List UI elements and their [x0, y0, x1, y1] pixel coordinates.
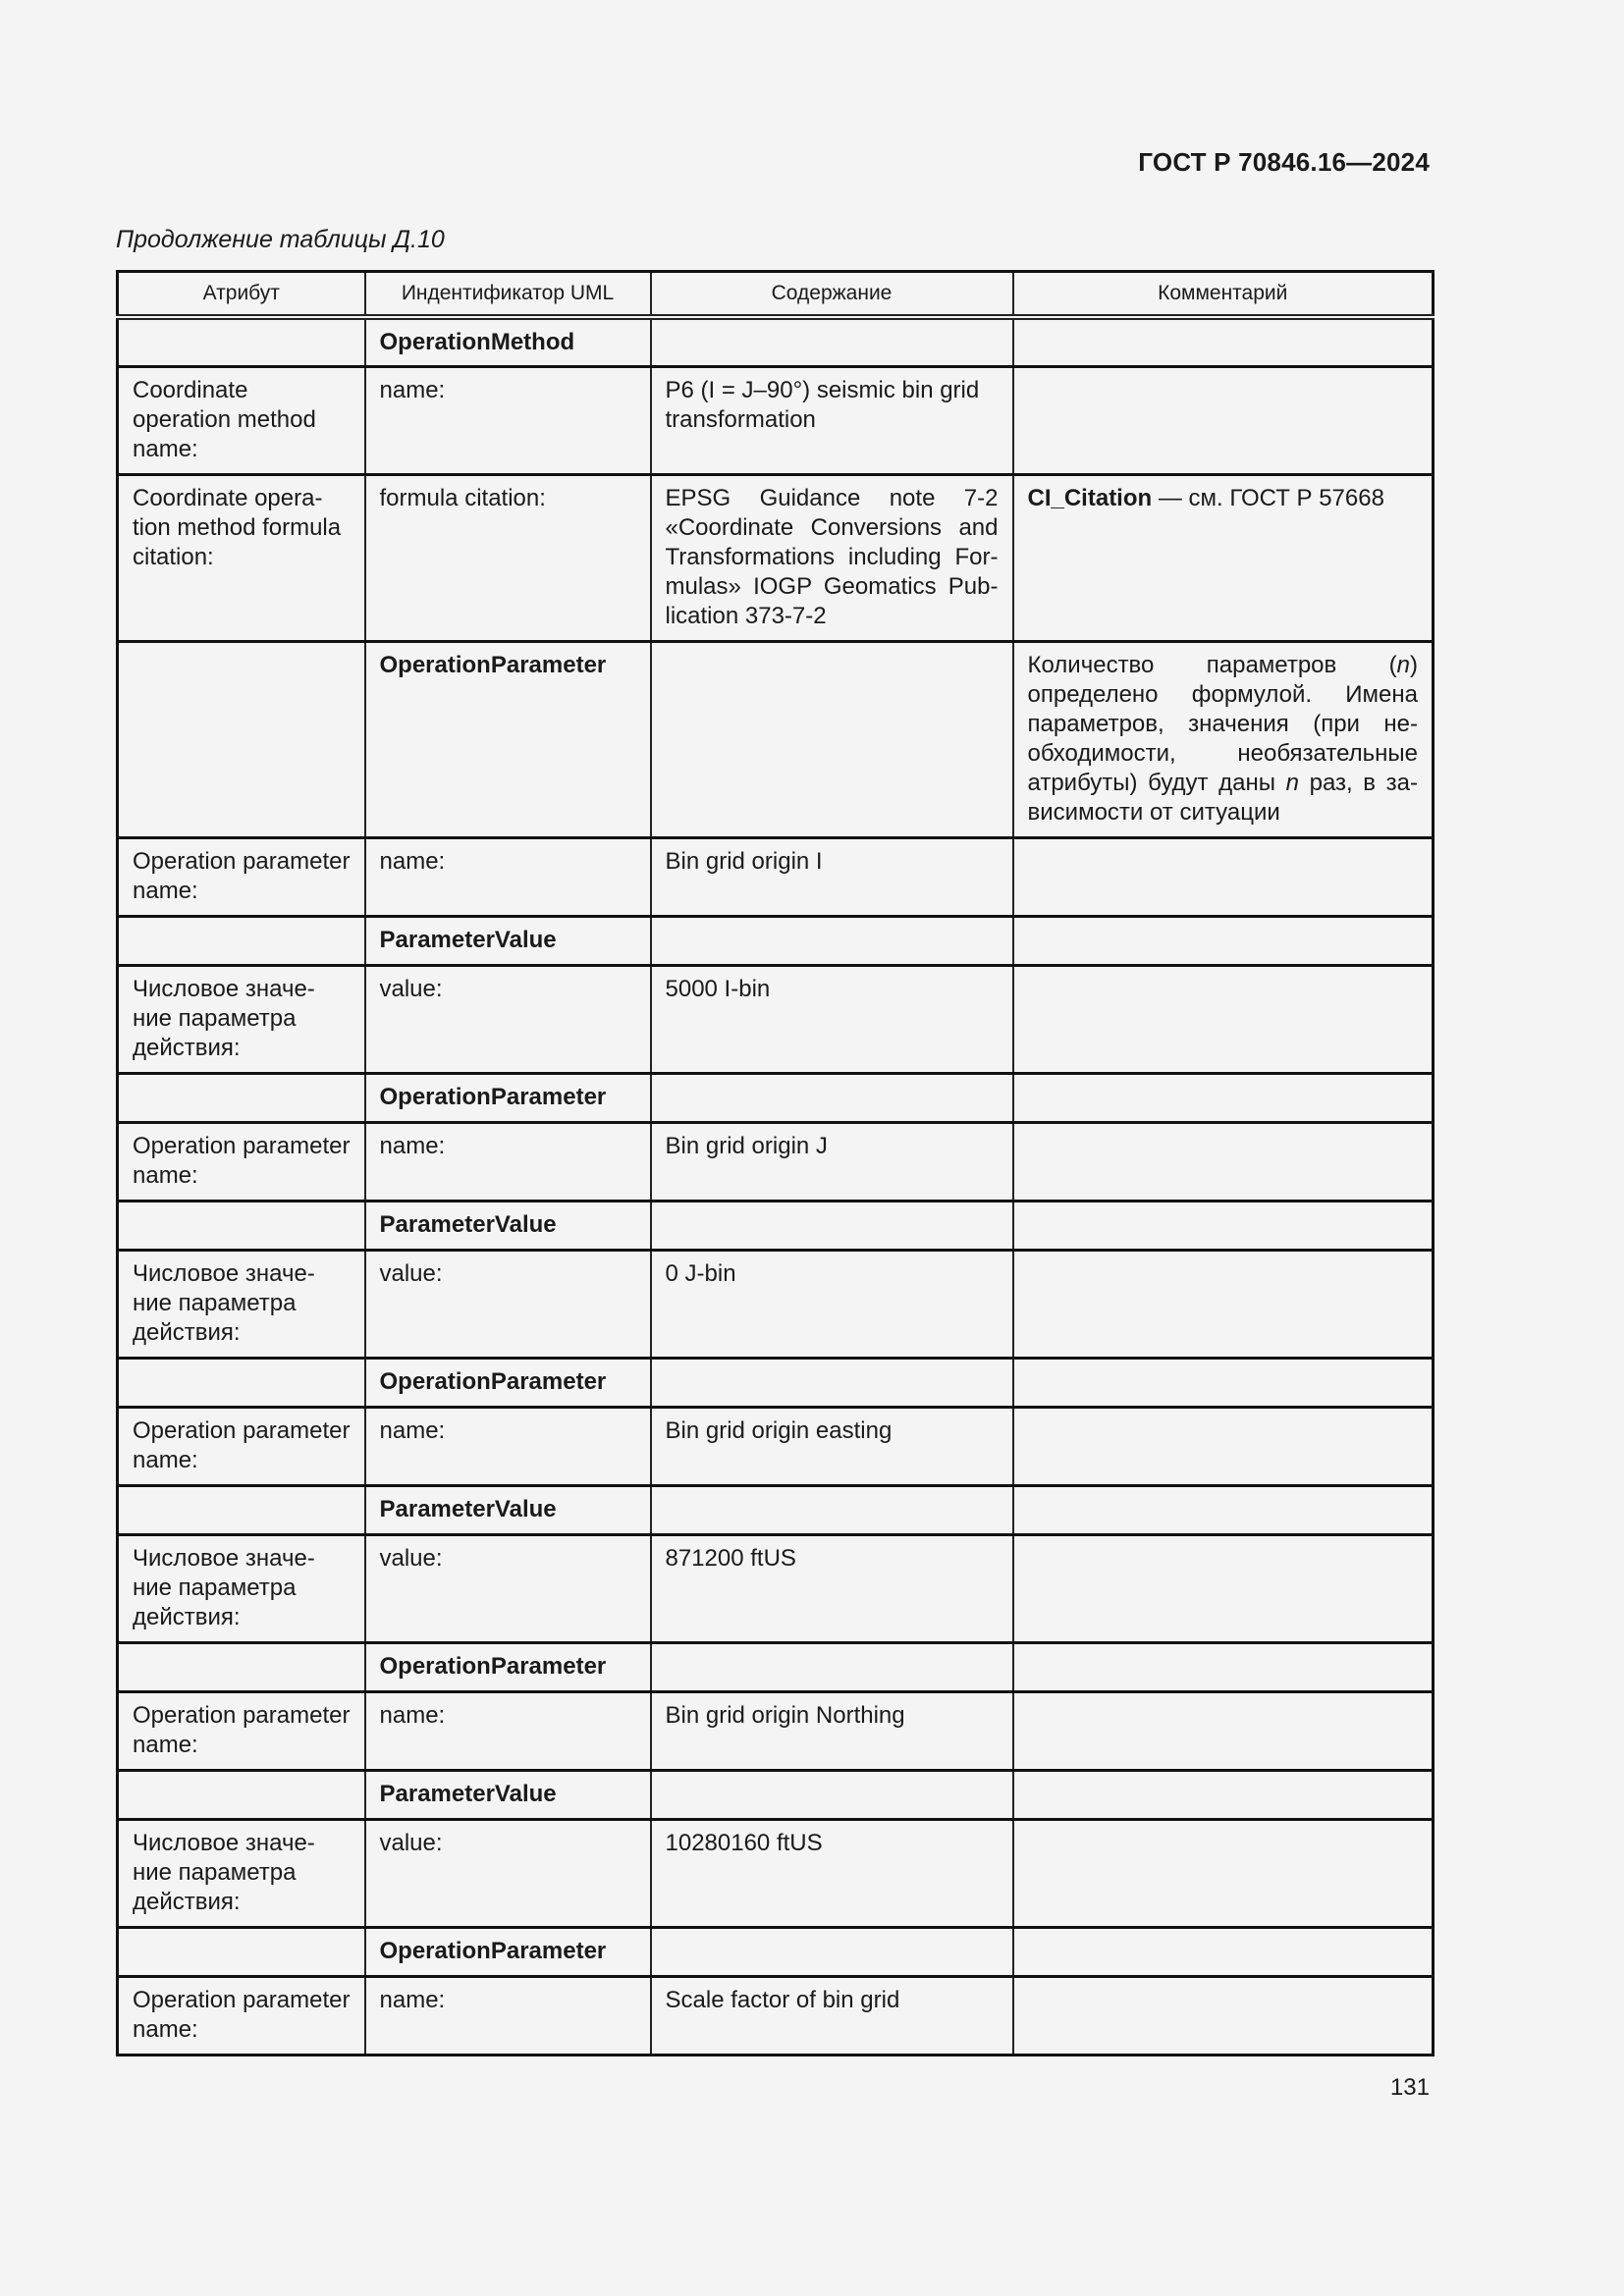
- table-row: [118, 1927, 1434, 1976]
- cell-uml-identifier: ParameterValue: [365, 1770, 651, 1819]
- cell-uml-identifier: OperationParameter: [365, 1358, 651, 1407]
- table-row: [118, 1819, 1434, 1927]
- cell-attribute: Числовое значе-ние параметра действия:: [118, 1819, 365, 1927]
- cell-uml-identifier: OperationParameter: [365, 1642, 651, 1691]
- cell-comment: [1013, 641, 1434, 837]
- table-row: [118, 1358, 1434, 1407]
- cell-attribute: Operation parameter name:: [118, 1976, 365, 2055]
- cell-content: Scale factor of bin grid: [651, 1976, 1013, 2055]
- cell-content: Bin grid origin easting: [651, 1407, 1013, 1485]
- comment-text: раз, в за-висимости от ситуации: [1027, 769, 1419, 826]
- cell-attribute: Operation parameter name:: [118, 1407, 365, 1485]
- cell-comment: [1013, 1201, 1434, 1250]
- table-row: [118, 916, 1434, 965]
- cell-content: EPSG Guidance note 7-2 «Coordinate Conversions and Transformations including For-mulas» IOGP Geomatics Pub-lication 373-7-2: [651, 474, 1013, 641]
- cell-content: 0 J-bin: [651, 1250, 1013, 1358]
- table-row: [118, 1201, 1434, 1250]
- cell-attribute: Числовое значе-ние параметра действия:: [118, 965, 365, 1073]
- table-row: [118, 641, 1434, 837]
- cell-content: [651, 1358, 1013, 1407]
- cell-comment: [1013, 1927, 1434, 1976]
- cell-uml-identifier: OperationParameter: [365, 641, 651, 837]
- cell-content: [651, 1485, 1013, 1534]
- table-row: [118, 317, 1434, 366]
- cell-content: [651, 1201, 1013, 1250]
- cell-attribute: Operation parameter name:: [118, 1122, 365, 1201]
- comment-class-name: CI_Citation: [1027, 484, 1153, 511]
- cell-attribute: [118, 641, 365, 837]
- cell-comment: [1013, 474, 1434, 641]
- cell-uml-identifier: name:: [365, 837, 651, 916]
- cell-attribute: Operation parameter name:: [118, 1691, 365, 1770]
- cell-comment: [1013, 366, 1434, 474]
- cell-attribute: [118, 1201, 365, 1250]
- table-row: [118, 1250, 1434, 1358]
- cell-comment: [1013, 1976, 1434, 2055]
- cell-attribute: Coordinate operation method name:: [118, 366, 365, 474]
- comment-variable: n: [1285, 769, 1299, 796]
- cell-comment: [1013, 317, 1434, 366]
- cell-comment: [1013, 965, 1434, 1073]
- cell-attribute: [118, 1770, 365, 1819]
- cell-attribute: [118, 1358, 365, 1407]
- table-row: [118, 366, 1434, 474]
- cell-comment: [1013, 1770, 1434, 1819]
- cell-comment: [1013, 916, 1434, 965]
- cell-content: [651, 1642, 1013, 1691]
- cell-uml-identifier: name:: [365, 1691, 651, 1770]
- cell-comment: [1013, 1122, 1434, 1201]
- table-row: [118, 1976, 1434, 2055]
- column-header-uml-identifier: Индентификатор UML: [365, 272, 651, 318]
- table-row: [118, 1534, 1434, 1642]
- cell-attribute: [118, 1073, 365, 1122]
- table-row: [118, 1485, 1434, 1534]
- cell-content: [651, 1770, 1013, 1819]
- cell-uml-identifier: ParameterValue: [365, 1485, 651, 1534]
- cell-content: Bin grid origin J: [651, 1122, 1013, 1201]
- table-row: [118, 1770, 1434, 1819]
- table-header-row: [118, 272, 1434, 318]
- table-row: [118, 837, 1434, 916]
- cell-attribute: [118, 1927, 365, 1976]
- cell-uml-identifier: value:: [365, 1250, 651, 1358]
- cell-comment: [1013, 1407, 1434, 1485]
- column-header-comment: Комментарий: [1013, 272, 1434, 318]
- comment-text: Количество параметров (: [1027, 651, 1397, 678]
- cell-content: [651, 641, 1013, 837]
- table-row: [118, 1407, 1434, 1485]
- comment-variable: n: [1396, 651, 1410, 678]
- cell-attribute: [118, 317, 365, 366]
- table-row: [118, 1073, 1434, 1122]
- comment-text: — см. ГОСТ Р 57668: [1152, 484, 1384, 511]
- cell-content: 871200 ftUS: [651, 1534, 1013, 1642]
- cell-uml-identifier: ParameterValue: [365, 1201, 651, 1250]
- cell-comment: [1013, 1358, 1434, 1407]
- cell-content: P6 (I = J–90°) seismic bin grid transformation: [651, 366, 1013, 474]
- cell-uml-identifier: value:: [365, 965, 651, 1073]
- cell-uml-identifier: OperationParameter: [365, 1927, 651, 1976]
- cell-content: 5000 I-bin: [651, 965, 1013, 1073]
- page-number: 131: [1389, 2074, 1430, 2101]
- cell-uml-identifier: name:: [365, 366, 651, 474]
- cell-comment: [1013, 1250, 1434, 1358]
- cell-content: [651, 916, 1013, 965]
- table-row: [118, 1642, 1434, 1691]
- cell-content: Bin grid origin I: [651, 837, 1013, 916]
- cell-attribute: Числовое значе-ние параметра действия:: [118, 1250, 365, 1358]
- cell-uml-identifier: OperationParameter: [365, 1073, 651, 1122]
- cell-uml-identifier: name:: [365, 1407, 651, 1485]
- cell-comment: [1013, 1073, 1434, 1122]
- document-standard-header: ГОСТ Р 70846.16—2024: [1138, 147, 1430, 177]
- cell-attribute: [118, 1485, 365, 1534]
- cell-attribute: Числовое значе-ние параметра действия:: [118, 1534, 365, 1642]
- cell-comment: [1013, 837, 1434, 916]
- cell-uml-identifier: name:: [365, 1122, 651, 1201]
- cell-comment: [1013, 1642, 1434, 1691]
- table-row: [118, 1122, 1434, 1201]
- table-row: [118, 965, 1434, 1073]
- cell-attribute: [118, 1642, 365, 1691]
- comment-text: ) определено формулой. Имена параметров, значения (при не-обходимости, необязательные атрибуты) будут даны: [1027, 651, 1418, 796]
- table-caption: Продолжение таблицы Д.10: [116, 226, 445, 253]
- cell-comment: [1013, 1485, 1434, 1534]
- cell-attribute: Coordinate opera-tion method formula citation:: [118, 474, 365, 641]
- table-body: [118, 317, 1434, 2055]
- cell-comment: [1013, 1534, 1434, 1642]
- cell-uml-identifier: name:: [365, 1976, 651, 2055]
- cell-uml-identifier: ParameterValue: [365, 916, 651, 965]
- cell-comment: [1013, 1691, 1434, 1770]
- cell-content: [651, 1073, 1013, 1122]
- attribute-table: [116, 270, 1435, 2056]
- cell-uml-identifier: formula citation:: [365, 474, 651, 641]
- column-header-attribute: Атрибут: [118, 272, 365, 318]
- cell-content: [651, 317, 1013, 366]
- cell-comment: [1013, 1819, 1434, 1927]
- cell-uml-identifier: value:: [365, 1534, 651, 1642]
- column-header-content: Содержание: [651, 272, 1013, 318]
- cell-attribute: [118, 916, 365, 965]
- cell-content: [651, 1927, 1013, 1976]
- cell-content: Bin grid origin Northing: [651, 1691, 1013, 1770]
- cell-uml-identifier: value:: [365, 1819, 651, 1927]
- cell-uml-identifier: OperationMethod: [365, 317, 651, 366]
- cell-content: 10280160 ftUS: [651, 1819, 1013, 1927]
- table-row: [118, 474, 1434, 641]
- table-row: [118, 1691, 1434, 1770]
- cell-attribute: Operation parameter name:: [118, 837, 365, 916]
